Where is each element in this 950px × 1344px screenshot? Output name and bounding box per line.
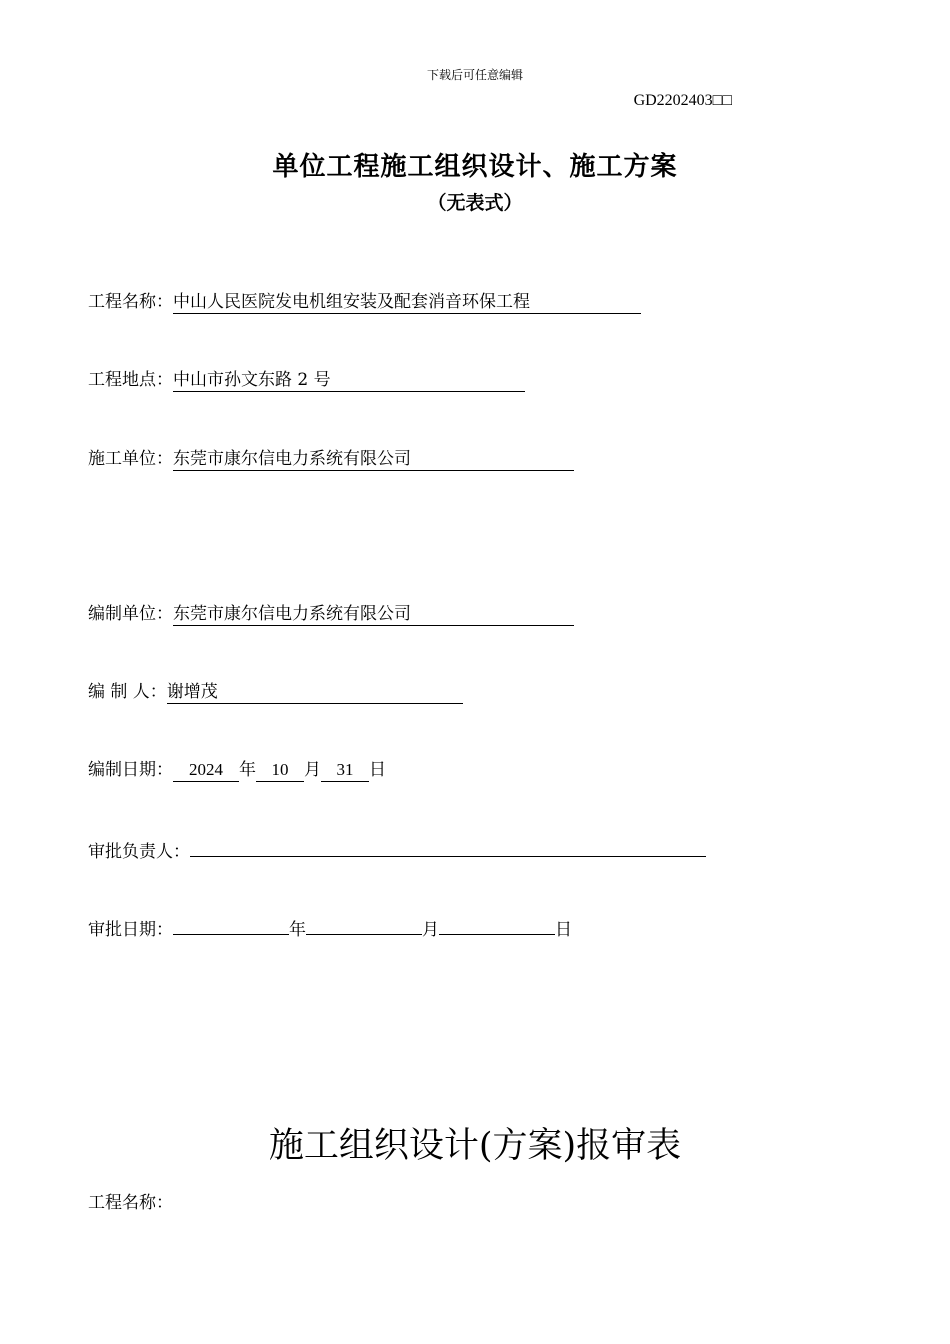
document-subtitle: （无表式） [427,192,523,214]
field-label: 工程名称： [88,292,173,312]
project-name-value[interactable]: 中山人民医院发电机组安装及配套消音环保工程 [173,291,641,314]
project-location-value[interactable]: 中山市孙文东路 2 号 [173,369,525,392]
month-unit: 月 [422,920,439,940]
document-code: GD2202403□□ [633,92,732,109]
field-label: 工程地点： [88,370,173,390]
field-label: 编 制 人： [88,682,167,702]
field-approve-date [88,914,572,942]
field-project-location [88,368,525,392]
compiling-unit-value[interactable]: 东莞市康尔信电力系统有限公司 [173,603,574,626]
field-compiling-unit [88,602,574,626]
compile-date-year[interactable]: 2024 [173,759,239,782]
approver-blank[interactable] [190,836,706,857]
approve-date-year-blank[interactable] [173,914,289,935]
field-construction-unit [88,447,574,471]
field-label: 工程名称： [88,1193,173,1213]
compile-date-month[interactable]: 10 [256,759,304,782]
field-label: 审批负责人： [88,842,190,862]
field-compiler [88,680,463,704]
field-label: 编制单位： [88,604,173,624]
header-note: 下载后可任意编辑 [426,68,523,82]
field-label: 编制日期： [88,760,173,780]
day-unit: 日 [555,920,572,940]
day-unit: 日 [369,760,386,780]
field-compile-date [88,758,386,782]
compile-date-day[interactable]: 31 [321,759,369,782]
year-unit: 年 [289,920,306,940]
approve-date-month-blank[interactable] [306,914,422,935]
field-label: 审批日期： [88,920,173,940]
month-unit: 月 [304,760,321,780]
document-title: 单位工程施工组织设计、施工方案 [272,152,678,182]
approve-date-day-blank[interactable] [439,914,555,935]
compiler-value[interactable]: 谢增茂 [167,681,463,704]
field-label: 施工单位： [88,449,173,469]
construction-unit-value[interactable]: 东莞市康尔信电力系统有限公司 [173,448,574,471]
year-unit: 年 [239,760,256,780]
section-field-project-name [88,1191,173,1215]
section-title: 施工组织设计(方案)报审表 [268,1126,682,1166]
field-project-name [88,290,641,314]
field-approver [88,836,706,864]
